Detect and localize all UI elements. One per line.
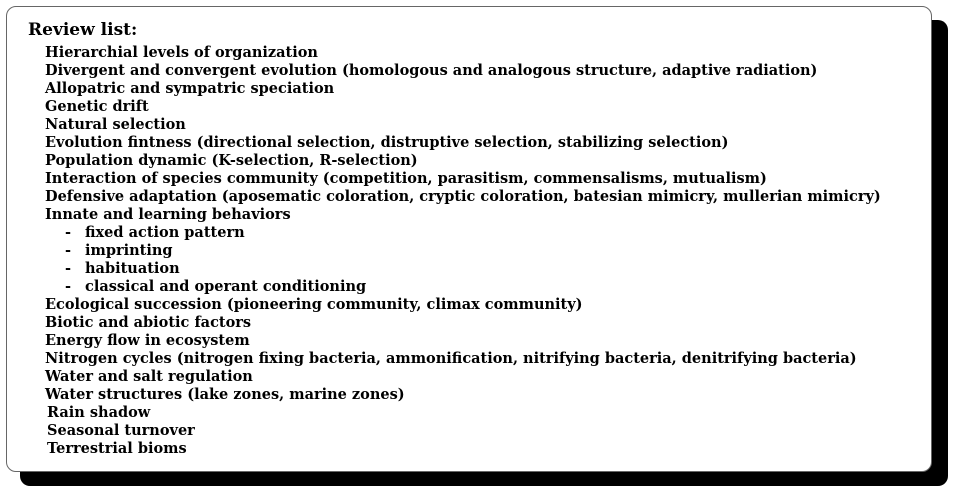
- sub-list-item: [45, 224, 881, 242]
- sub-list-item-label: fixed action pattern: [85, 224, 245, 241]
- list-item: Genetic drift: [45, 98, 149, 115]
- sub-list-item: [45, 260, 881, 278]
- list-item: Divergent and convergent evolution (homologous and analogous structure, adaptive radiation): [45, 62, 818, 79]
- sub-list-item: [45, 278, 881, 296]
- sub-list-item-label: habituation: [85, 260, 180, 277]
- list-item: Evolution fintness (directional selection, distruptive selection, stabilizing selection): [45, 134, 729, 151]
- dash-bullet: -: [65, 260, 72, 277]
- list-item: Hierarchial levels of organization: [45, 44, 318, 61]
- list-item: Nitrogen cycles (nitrogen fixing bacteria, ammonification, nitrifying bacteria, denitrifying bacteria): [45, 350, 857, 367]
- review-list-title: Review list:: [28, 20, 138, 40]
- list-item: Water and salt regulation: [45, 368, 253, 385]
- list-item: Interaction of species community (competition, parasitism, commensalisms, mutualism): [45, 170, 767, 187]
- sub-list-item-label: classical and operant conditioning: [85, 278, 367, 295]
- review-card: [6, 6, 932, 472]
- list-item: Innate and learning behaviors: [45, 206, 291, 223]
- list-item: Water structures (lake zones, marine zones): [45, 386, 405, 403]
- sub-list-item-label: imprinting: [85, 242, 173, 259]
- list-item: Population dynamic (K-selection, R-selection): [45, 152, 418, 169]
- list-item: Ecological succession (pioneering community, climax community): [45, 296, 583, 313]
- list-item: Seasonal turnover: [47, 422, 195, 439]
- list-item: Energy flow in ecosystem: [45, 332, 250, 349]
- list-item: Terrestrial bioms: [47, 440, 187, 457]
- review-list: [45, 44, 881, 458]
- list-item: Biotic and abiotic factors: [45, 314, 252, 331]
- list-item: Allopatric and sympatric speciation: [45, 80, 335, 97]
- list-item: Rain shadow: [47, 404, 151, 421]
- list-item: Defensive adaptation (aposematic coloration, cryptic coloration, batesian mimicry, mullerian mimicry): [45, 188, 881, 205]
- list-item: Natural selection: [45, 116, 186, 133]
- dash-bullet: -: [65, 278, 72, 295]
- dash-bullet: -: [65, 224, 72, 241]
- dash-bullet: -: [65, 242, 72, 259]
- sub-list-item: [45, 242, 881, 260]
